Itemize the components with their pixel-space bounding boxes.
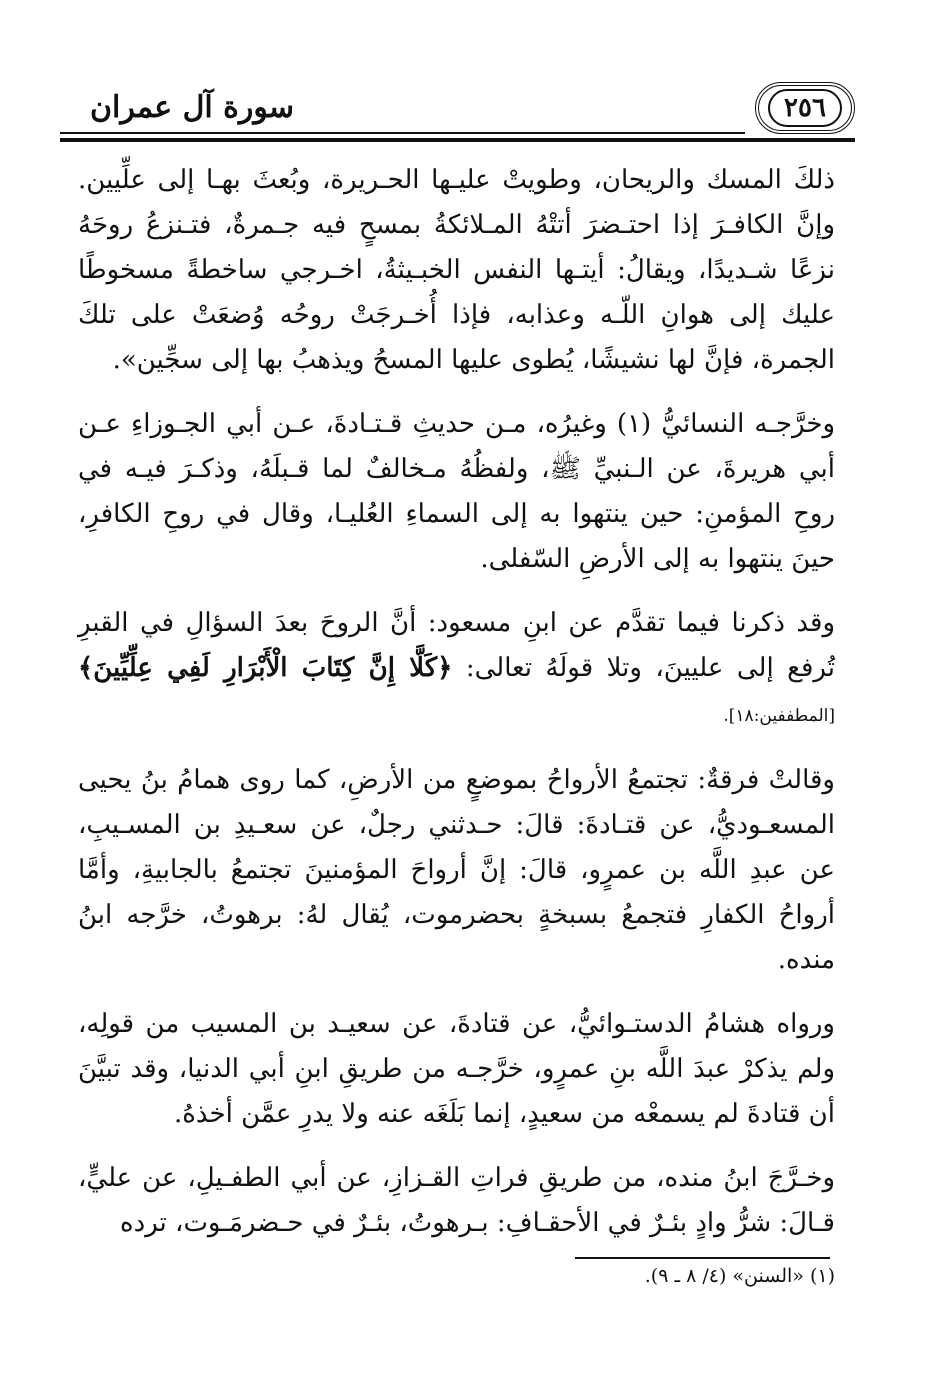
page-number-badge (755, 82, 855, 134)
header-rule-thin (60, 132, 745, 134)
paragraph-2: وخرَّجـه النسائيُّ (١) وغيرُه، مـن حديثِ قـتـادةَ، عـن أبي الجـوزاءِ عـن أبي هريرةَ، عن الـنبيِّ ﷺ، ولفظُهُ مـخالفٌ لما قـبلَهُ، وذكـرَ فيـه في روحِ المؤمنِ: حين ينتهوا به إلى السماءِ العُليـا، وقال في روحِ الكافرِ، حينَ ينتهوا به إلى الأرضِ السّفلى. (78, 409, 835, 574)
paragraph-4: وقالتْ فرقةٌ: تجتمعُ الأرواحُ بموضعٍ من الأرضِ، كما روى همامُ بنُ يحيى المسعـوديُّ، عن قتـادةَ: قالَ: حـدثني رجلٌ، عن سعـيدِ بن المسـيبِ، عن عبدِ اللَّه بن عمرٍو، قالَ: إنَّ أرواحَ المؤمنينَ تجتمعُ بالجابيةِ، وأمَّا أرواحُ الكفارِ فتجمعُ بسبخةٍ بحضرموت، يُقال لهُ: برهوتُ، خرَّجه ابنُ منده. (78, 765, 835, 975)
page-body (78, 158, 835, 1265)
surah-title: سورة آل عمران (90, 90, 295, 125)
page-number: ٢٥٦ (768, 89, 842, 127)
page-header (60, 82, 855, 144)
footnote: (١) «السنن» (٤/ ٨ ـ ٩). (644, 1265, 835, 1287)
paragraph-5: ورواه هشامُ الدستـوائيُّ، عن قتادةَ، عن سعيـد بن المسيب من قولِه، ولم يذكرْ عبدَ اللَّه بنِ عمرٍو، خرَّجـه من طريقِ ابنِ أبي الدنيا، وقد تبيَّنَ أن قتادةَ لم يسمعْه من سعيدٍ، إنما بَلَغَه عنه ولا يدرِ عمَّن أخذهُ. (78, 1009, 835, 1129)
header-rule-thick (60, 138, 855, 142)
paragraph-6: وخـرَّجَ ابنُ منده، من طريقِ فراتِ القـزازِ، عن أبي الطفـيلِ، عن عليٍّ، قـالَ: شرُّ وادٍ بئـرٌ في الأحقـافِ: بـرهوتُ، بئـرٌ في حـضرمَـوت، ترده (78, 1163, 835, 1238)
paragraph-3 (78, 601, 835, 739)
paragraph-3-text: وقد ذكرنا فيما تقدَّم عن ابنِ مسعود: أنَّ الروحَ بعدَ السؤالِ في القبرِ تُرفع إلى عليينَ، وتلا قولَهُ تعالى: (78, 608, 835, 683)
paragraph-1: ذلكَ المسك والريحان، وطويتْ عليـها الحـريرة، وبُعثَ بهـا إلى علِّيين. وإنَّ الكافـرَ إذا احتـضرَ أتتْهُ المـلائكةُ بمسحٍ فيه جـمرةٌ، فتـنزعُ روحَهُ نزعًا شـديدًا، ويقالُ: أيتـها النفس الخبـيثةُ، اخـرجي ساخطةً مسخوطًا عليك إلى هوانِ اللّـه وعذابه، فإذا أُخـرجَتْ روحُه وُضعَتْ على تلكَ الجمرة، فإنَّ لها نشيشًا، يُطوى عليها المسحُ ويذهبُ بها إلى سجِّين». (78, 165, 835, 375)
footnote-rule (575, 1257, 830, 1259)
quran-verse: ﴿كَلَّا إِنَّ كِتَابَ الْأَبْرَارِ لَفِي عِلِّيِّينَ﴾ (78, 653, 453, 683)
quran-reference: [المطففين:١٨]. (723, 706, 835, 726)
